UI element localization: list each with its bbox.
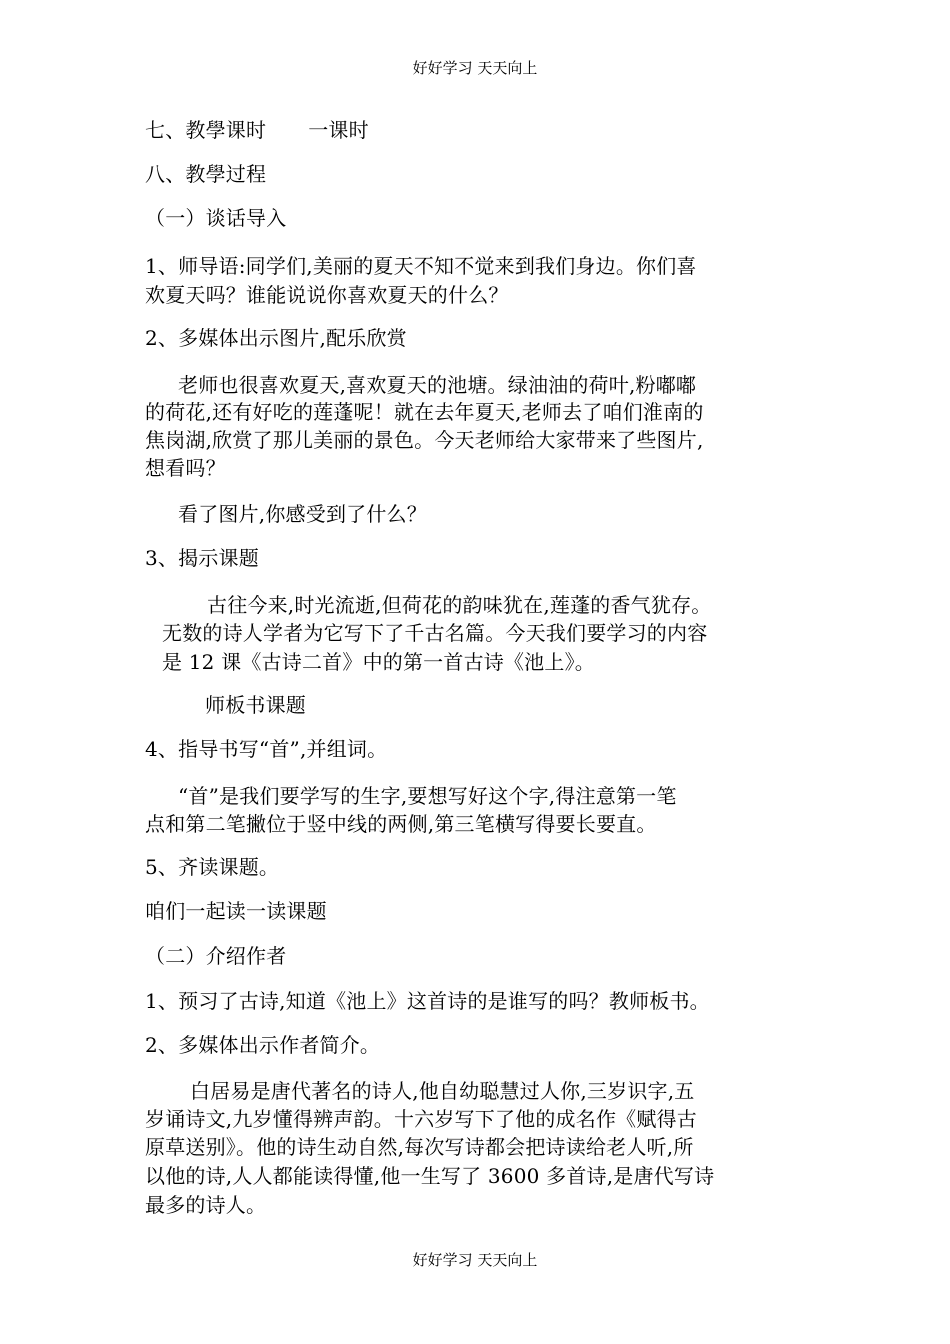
part-1-para-6: 咱们一起读一读课题: [145, 899, 327, 923]
part-2-para-1-line-3: 原草送别》。他的诗生动自然,每次写诗都会把诗读给老人听,所: [145, 1135, 694, 1159]
section-8-heading: 八、教學过程: [145, 162, 267, 186]
part-2-para-1-line-5: 最多的诗人。: [145, 1193, 267, 1217]
part-1-para-1-line-4: 想看吗？: [145, 456, 226, 480]
part-1-item-1-line-1: 1、师导语:同学们,美丽的夏天不知不觉来到我们身边。你们喜: [145, 254, 697, 278]
part-1-para-1-line-3: 焦岗湖,欣赏了那儿美丽的景色。今天老师给大家带来了些图片,: [145, 428, 704, 452]
part-2-para-1-line-2: 岁诵诗文,九岁懂得辨声韵。十六岁写下了他的成名作《赋得古: [145, 1107, 697, 1131]
part-1-para-1-line-1: 老师也很喜欢夏天,喜欢夏天的池塘。绿油油的荷叶,粉嘟嘟: [178, 373, 697, 397]
page-header: 好好学习 天天向上: [412, 59, 538, 77]
part-1-item-4-title: 4、指导书写“首”,并组词。: [145, 737, 388, 761]
part-1-para-5-line-2: 点和第二笔撇位于竖中线的两侧,第三笔横写得要长要直。: [145, 812, 657, 836]
part-2-para-1-line-4: 以他的诗,人人都能读得懂,他一生写了 3600 多首诗,是唐代写诗: [145, 1164, 715, 1188]
section-7-value: 一课时: [308, 118, 369, 142]
part-1-item-3-title: 3、揭示课题: [145, 546, 259, 570]
part-1-para-5-line-1: “首”是我们要学写的生字,要想写好这个字,得注意第一笔: [178, 784, 677, 808]
part-2-item-2: 2、多媒体出示作者简介。: [145, 1033, 381, 1057]
part-1-para-3-line-1: 古往今来,时光流逝,但荷花的韵味犹在,莲蓬的香气犹存。: [207, 593, 712, 617]
part-1-para-4: 师板书课题: [205, 693, 306, 717]
part-1-para-3-line-3: 是 12 课《古诗二首》中的第一首古诗《池上》。: [162, 650, 595, 674]
part-1-para-1-line-2: 的荷花,还有好吃的莲蓬呢！就在去年夏天,老师去了咱们淮南的: [145, 400, 704, 424]
part-1-para-2: 看了图片,你感受到了什么？: [178, 502, 427, 526]
part-1-item-1-line-2: 欢夏天吗？谁能说说你喜欢夏天的什么？: [145, 283, 509, 307]
part-2-item-1: 1、预习了古诗,知道《池上》这首诗的是谁写的吗？教师板书。: [145, 989, 710, 1013]
section-7-label: 七、教學课时: [145, 118, 267, 142]
part-1-para-3-line-2: 无数的诗人学者为它写下了千古名篇。今天我们要学习的内容: [162, 621, 708, 645]
page-footer: 好好学习 天天向上: [412, 1251, 538, 1269]
part-1-item-2-title: 2、多媒体出示图片,配乐欣赏: [145, 326, 407, 350]
part-1-item-5-title: 5、齐读课题。: [145, 855, 280, 879]
part-2-heading: （二）介绍作者: [145, 944, 287, 968]
part-1-heading: （一）谈话导入: [145, 206, 287, 230]
section-7-line: [145, 115, 785, 145]
part-2-para-1-line-1: 白居易是唐代著名的诗人,他自幼聪慧过人你,三岁识字,五: [190, 1079, 695, 1103]
